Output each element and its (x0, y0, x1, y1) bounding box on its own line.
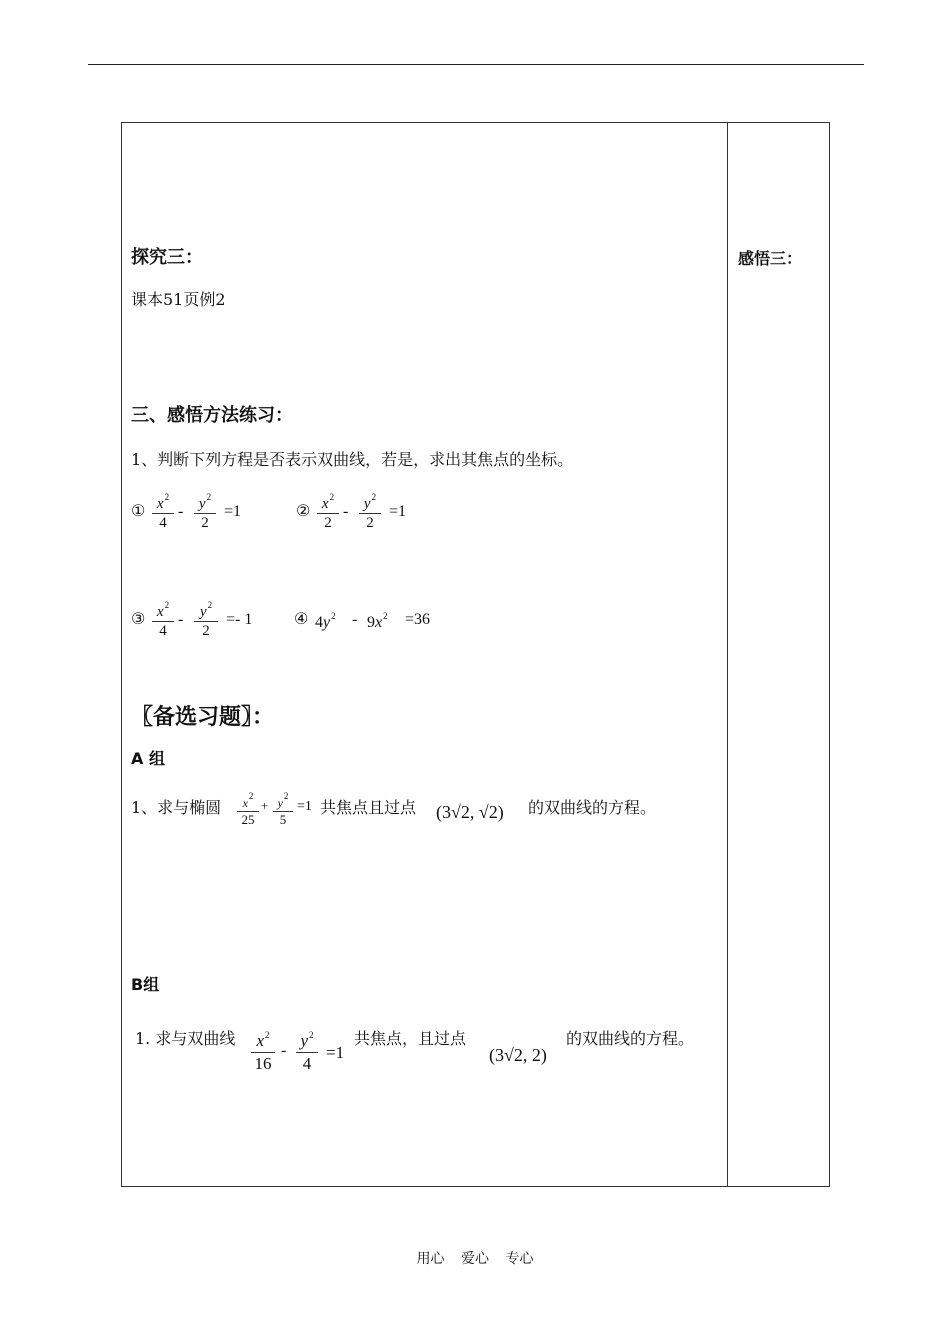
footer-item: 专心 (505, 1251, 534, 1267)
explore3-text: 课本51页例2 (131, 290, 226, 309)
fraction: $x^2$ 2 (317, 489, 339, 531)
fraction: $y^2$ 4 (296, 1025, 318, 1074)
point-coordinates: (3√2, √2) (436, 802, 504, 822)
insight3-title: 感悟三： (738, 249, 803, 268)
fraction: $y^2$ 2 (359, 489, 381, 531)
footer-item: 用心 (416, 1251, 445, 1267)
fraction: $x^2$ 16 (251, 1025, 275, 1074)
backup-title: 〖备选习题〗： (131, 705, 275, 730)
question1-text: 1、判断下列方程是否表示双曲线，若是，求出其焦点的坐标。 (131, 450, 574, 469)
footer (0, 1248, 950, 1268)
explore3-title: 探究三： (131, 247, 203, 268)
fraction: $y^2$ 2 (194, 489, 216, 531)
fraction: $x^2$ 4 (152, 489, 174, 531)
header-rule (88, 64, 864, 65)
section3-title: 三、感悟方法练习： (131, 405, 293, 426)
fraction: $y^2$ 2 (194, 597, 218, 639)
table-column-divider (727, 122, 728, 1187)
point-coordinates: (3√2, 2) (489, 1045, 547, 1065)
fraction: $x^2$ 4 (152, 597, 174, 639)
content-table (121, 122, 830, 1187)
group-b-title: B组 (131, 975, 160, 994)
group-a-title: A 组 (131, 749, 165, 768)
fraction: $y^2$ 5 (273, 790, 293, 827)
fraction: $x^2$ 25 (237, 790, 259, 827)
footer-item: 爱心 (461, 1251, 489, 1267)
